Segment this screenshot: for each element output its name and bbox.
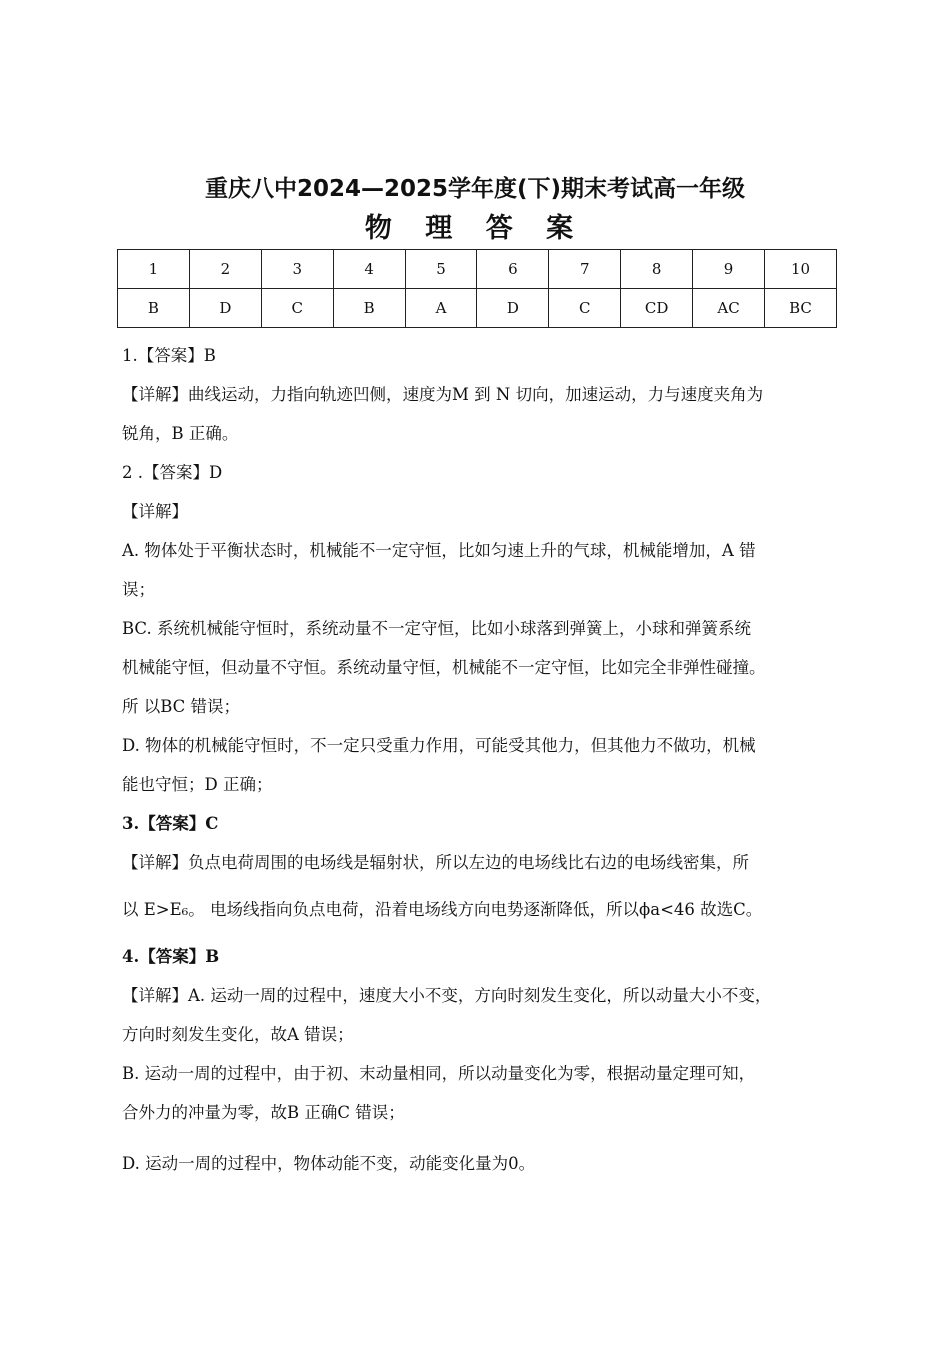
answer-cell: AC: [693, 289, 765, 328]
solution-line: B. 运动一周的过程中，由于初、末动量相同，所以动量变化为零，根据动量定理可知，: [122, 1064, 756, 1083]
answer-heading-1: 1.【答案】B: [122, 346, 216, 365]
solution-line: 所 以BC 错误；: [122, 697, 241, 716]
solution-line: BC. 系统机械能守恒时，系统动量不一定守恒，比如小球落到弹簧上，小球和弹簧系统: [122, 619, 751, 638]
question-number-cell: 5: [405, 250, 477, 289]
answer-cell: B: [118, 289, 190, 328]
question-number-cell: 6: [477, 250, 549, 289]
answer-heading-4: 4.【答案】B: [122, 947, 220, 966]
answer-cell: C: [549, 289, 621, 328]
answer-cell: D: [189, 289, 261, 328]
question-number-cell: 9: [693, 250, 765, 289]
question-number-cell: 3: [261, 250, 333, 289]
answer-cell: CD: [621, 289, 693, 328]
solution-line: D. 物体的机械能守恒时，不一定只受重力作用，可能受其他力，但其他力不做功，机械: [122, 736, 756, 755]
answer-cell: B: [333, 289, 405, 328]
solution-line: A. 物体处于平衡状态时，机械能不一定守恒，比如匀速上升的气球，机械能增加，A 错: [122, 541, 756, 560]
answer-cell: A: [405, 289, 477, 328]
question-number-cell: 2: [189, 250, 261, 289]
answer-cell: D: [477, 289, 549, 328]
solution-line: 方向时刻发生变化，故A 错误；: [122, 1025, 354, 1044]
answer-cell: C: [261, 289, 333, 328]
solution-line: 以 E>E₆。 电场线指向负点电荷，沿着电场线方向电势逐渐降低，所以ϕa<46 故选C。: [122, 900, 763, 919]
solution-line: 合外力的冲量为零，故B 正确C 错误；: [122, 1103, 405, 1122]
question-number-cell: 1: [118, 250, 190, 289]
solutions-body: [122, 336, 834, 1183]
question-number-cell: 10: [765, 250, 837, 289]
answer-table-answer-row: [118, 289, 837, 328]
solution-line: 误；: [122, 580, 155, 599]
question-number-cell: 4: [333, 250, 405, 289]
solution-line: 【详解】曲线运动，力指向轨迹凹侧，速度为M 到 N 切向，加速运动，力与速度夹角为: [122, 385, 764, 404]
answer-table-number-row: [118, 250, 837, 289]
solution-line: 锐角，B 正确。: [122, 424, 239, 443]
answer-heading-2: 2 .【答案】D: [122, 463, 223, 482]
solution-line: D. 运动一周的过程中，物体动能不变，动能变化量为0。: [122, 1154, 536, 1173]
answer-cell: BC: [765, 289, 837, 328]
answer-table: [117, 249, 837, 328]
document-title: 重庆八中2024—2025学年度(下)期末考试高一年级: [204, 176, 746, 202]
question-number-cell: 7: [549, 250, 621, 289]
solution-line: 机械能守恒，但动量不守恒。系统动量守恒，机械能不一定守恒，比如完全非弹性碰撞。: [122, 658, 766, 677]
solution-line: 能也守恒；D 正确；: [122, 775, 273, 794]
solution-line: 【详解】: [122, 502, 188, 521]
solution-line: 【详解】负点电荷周围的电场线是辐射状，所以左边的电场线比右边的电场线密集，所: [122, 853, 749, 872]
document-subtitle: 物 理 答 案: [364, 213, 586, 244]
solution-line: 【详解】A. 运动一周的过程中，速度大小不变，方向时刻发生变化，所以动量大小不变，: [122, 986, 772, 1005]
question-number-cell: 8: [621, 250, 693, 289]
answer-heading-3: 3.【答案】C: [122, 814, 219, 833]
